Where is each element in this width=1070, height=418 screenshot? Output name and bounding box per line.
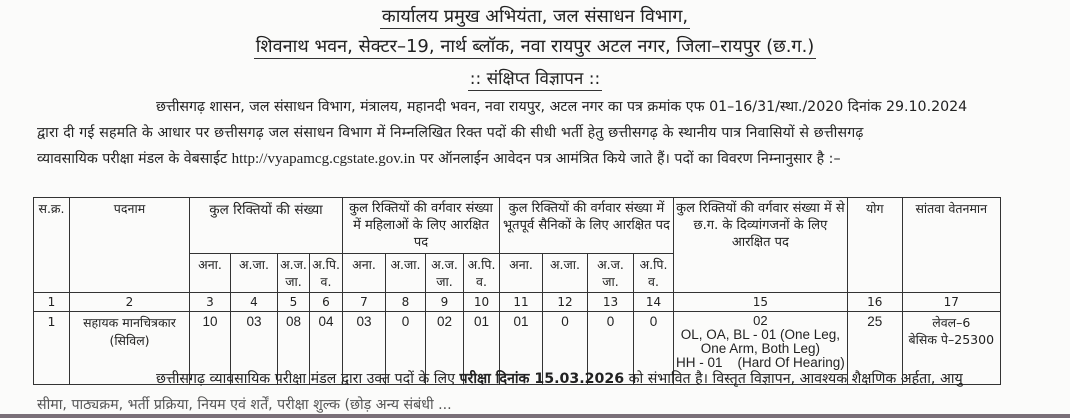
intro-line-1: छत्तीसगढ़ शासन, जल संसाधन विभाग, मंत्रालय, महानदी भवन, नवा रायपुर, अटल नगर का पत्र क्रमांक एफ 01–16/31/स्था./2020 दिनांक 29.10.2024 <box>156 99 968 115</box>
intro-line-2: द्वारा दी गई सहमति के आधार पर छत्तीसगढ़ जल संसाधन विभाग में निम्नलिखित रिक्त पदों की सीधी भर्ती हेतु छत्तीसगढ़ के स्थानीय पात्र निवासियों से छत्तीसगढ़ <box>37 125 864 141</box>
col-header-total: कुल रिक्तियों की संख्या <box>190 198 343 254</box>
footer-text <box>37 366 1037 418</box>
col-header-disabled: कुल रिक्तियों की वर्गवार संख्या में से छ.ग. के दिव्यांगजनों के लिए आरक्षित पद <box>674 198 848 293</box>
office-address-heading <box>0 34 1070 58</box>
cat-ana-ex: अना. <box>500 254 543 293</box>
row-ex-aja: 0 <box>543 312 588 385</box>
row-ex-ana: 01 <box>500 312 543 385</box>
col-header-post: पदनाम <box>70 198 190 293</box>
footer-line-1 <box>37 366 1037 392</box>
col-num: 4 <box>231 293 278 312</box>
col-num: 7 <box>343 293 386 312</box>
bottom-bar <box>0 414 1070 418</box>
col-header-exservice: कुल रिक्तियों की वर्गवार संख्या में भूतपूर्व सैनिकों के लिए आरक्षित पद <box>500 198 674 254</box>
footer-line-1-post: को संभावित है। विस्तृत विज्ञापन, आवश्यक शैक्षणिक अर्हता, आयु <box>624 371 963 387</box>
col-num: 17 <box>902 293 1000 312</box>
row-post-name: सहायक मानचित्रकार (सिविल) <box>70 312 190 385</box>
col-num: 15 <box>674 293 848 312</box>
col-num: 16 <box>847 293 902 312</box>
intro-line-3 <box>37 146 1037 172</box>
header-row-1 <box>34 198 1001 254</box>
col-header-pay: सांतवा वेतनमान <box>902 198 1000 293</box>
cat-apiv-total: अ.पि. व. <box>310 254 343 293</box>
cat-aja-total: अ.जा. <box>231 254 278 293</box>
col-header-sum: योग <box>847 198 902 293</box>
cat-aja-women: अ.जा. <box>386 254 426 293</box>
cat-ajja-women: अ.ज. जा. <box>426 254 464 293</box>
row-total-ana: 10 <box>190 312 231 385</box>
col-num: 12 <box>543 293 588 312</box>
footer-line-2: सीमा, पाठ्यक्रम, भर्ती प्रक्रिया, नियम एवं शर्तें, परीक्षा शुल्क (छोड़ अन्य संबंधी ... <box>37 397 452 413</box>
notice-title-text: :: संक्षिप्त विज्ञापन :: <box>469 69 601 89</box>
disabled-hh: HH - 01 (Hard Of Hearing) <box>676 355 845 370</box>
row-total-ajja: 08 <box>278 312 310 385</box>
cat-aja-ex: अ.जा. <box>543 254 588 293</box>
cat-apiv-women: अ.पि. व. <box>464 254 500 293</box>
col-num: 6 <box>310 293 343 312</box>
notice-title <box>0 66 1070 89</box>
row-women-aja: 0 <box>386 312 426 385</box>
column-number-row <box>34 293 1001 312</box>
col-header-women: कुल रिक्तियों की वर्गवार संख्या में महिलाओं के लिए आरक्षित पद <box>343 198 500 254</box>
pay-basic: बेसिक पे–25300 <box>908 332 995 347</box>
col-num: 14 <box>634 293 674 312</box>
cat-apiv-ex: अ.पि. व. <box>634 254 674 293</box>
office-name-text: कार्यालय प्रमुख अभियंता, जल संसाधन विभाग, <box>381 6 689 27</box>
col-num: 1 <box>34 293 70 312</box>
intro-line-3-post: पर ऑनलाईन आवेदन पत्र आमंत्रित किये जाते हैं। पदों का विवरण निम्नानुसार है :– <box>415 151 841 167</box>
intro-line-3-pre: व्यावसायिक परीक्षा मंडल के वेबसाईट <box>37 151 232 167</box>
footer-line-1-pre: छत्तीसगढ़ व्यावसायिक परीक्षा मंडल द्वारा उक्त पदों के लिए <box>156 371 460 387</box>
disabled-count: 02 <box>753 313 768 328</box>
row-sum: 25 <box>847 312 902 385</box>
col-header-sno: स.क्र. <box>34 198 70 293</box>
col-num: 13 <box>588 293 634 312</box>
intro-paragraph <box>37 94 1037 172</box>
cat-ajja-ex: अ.ज. जा. <box>588 254 634 293</box>
row-total-aja: 03 <box>231 312 278 385</box>
col-num: 3 <box>190 293 231 312</box>
row-total-apiv: 04 <box>310 312 343 385</box>
row-women-ajja: 02 <box>426 312 464 385</box>
row-ex-apiv: 0 <box>634 312 674 385</box>
col-num: 10 <box>464 293 500 312</box>
row-women-apiv: 01 <box>464 312 500 385</box>
col-num: 8 <box>386 293 426 312</box>
vacancy-table <box>33 197 1001 385</box>
cat-ana-women: अना. <box>343 254 386 293</box>
cat-ajja-total: अ.ज. जा. <box>278 254 310 293</box>
row-women-ana: 03 <box>343 312 386 385</box>
col-num: 11 <box>500 293 543 312</box>
office-name-heading <box>0 4 1070 28</box>
pay-level: लेवल–6 <box>932 315 971 330</box>
col-num: 2 <box>70 293 190 312</box>
disabled-ol-oa-bl: OL, OA, BL - 01 (One Leg, One Arm, Both Leg) <box>680 327 841 356</box>
office-address-text: शिवनाथ भवन, सेक्टर–19, नार्थ ब्लॉक, नवा रायपुर अटल नगर, जिला–रायपुर (छ.ग.) <box>255 36 815 57</box>
cat-ana-total: अना. <box>190 254 231 293</box>
row-sno: 1 <box>34 312 70 385</box>
exam-date: परीक्षा दिनांक 15.03.2026 <box>459 371 625 387</box>
row-ex-ajja: 0 <box>588 312 634 385</box>
vyapam-website-link[interactable]: http://vyapamcg.cgstate.gov.in <box>231 151 416 167</box>
col-num: 5 <box>278 293 310 312</box>
col-num: 9 <box>426 293 464 312</box>
